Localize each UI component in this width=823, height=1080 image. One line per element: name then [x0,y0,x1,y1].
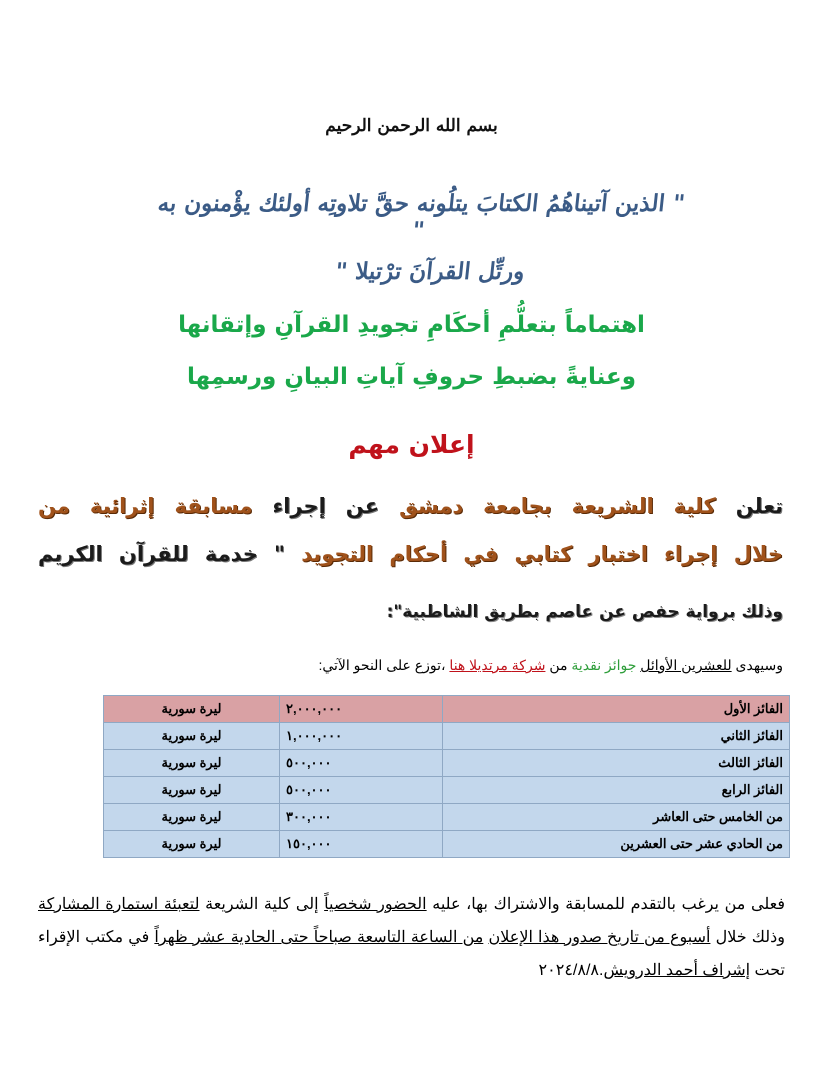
prize-amount: ٥٠٠,٠٠٠ [280,750,443,777]
table-row [104,804,790,831]
closing-text: إشراف أحمد الدرويش [603,962,751,979]
prize-amount: ١٥٠,٠٠٠ [280,831,443,858]
tagline-line-1: اهتماماً بتعلُّمِ أحكَامِ تجويدِ القرآنِ وإتقانها [178,312,645,338]
heading-line-1 [38,494,783,518]
closing-paragraph [38,888,785,987]
closing-text: في مكتب الإقراء تحت [38,929,785,979]
prize-rank: الفائز الأول [443,696,790,723]
prize-amount: ٢,٠٠٠,٠٠٠ [280,696,443,723]
narration-line: وذلك برواية حفص عن عاصم بطريق الشاطبية": [386,602,783,622]
prizes-intro [38,657,783,674]
intro-text: ،توزع على النحو الآتي: [318,657,450,673]
prize-currency: ليرة سورية [104,750,280,777]
prize-currency: ليرة سورية [104,777,280,804]
sponsor-name: مرتديلا هنا [449,657,512,673]
prize-amount: ٥٠٠,٠٠٠ [280,777,443,804]
intro-text: شركة [511,657,546,673]
tagline-line-2: وعنايةً بضبطِ حروفِ آياتِ البيانِ ورسمِها [186,364,637,390]
table-row [104,723,790,750]
prize-currency: ليرة سورية [104,723,280,750]
closing-text: إلى كلية الشريعة [199,896,325,913]
basmala: بسم الله الرحمن الرحيم [325,116,498,136]
intro-text: من [545,657,572,673]
closing-text: فعلى من يرغب بالتقدم للمسابقة والاشتراك بها، عليه [426,896,786,913]
prize-amount: ٣٠٠,٠٠٠ [280,804,443,831]
closing-text: من الساعة التاسعة صباحاً حتى الحادية عشر ظهراً [154,929,484,946]
prize-currency: ليرة سورية [104,804,280,831]
contest-name: مسابقة إثرائية من [38,494,253,518]
announcement-title: إعلان مهم [348,430,475,459]
table-row [104,750,790,777]
closing-text: لتعبئة استمارة المشاركة [38,896,200,913]
intro-text: وسيهدى [731,657,783,673]
prize-currency: ليرة سورية [104,831,280,858]
table-row [104,777,790,804]
heading-word: عن إجراء [272,494,380,518]
quran-verse-line-1: " الذين آتيناهُمُ الكتابَ يتلُونه حقَّ تلاوتِه أولئك يؤْمنون به " [156,190,687,244]
closing-date: .٢٠٢٤/٨/٨ [538,962,604,979]
quran-verse-line-2: ورتِّل القرآنَ ترْتيلا " [333,258,527,285]
table-row [104,831,790,858]
prize-rank: الفائز الثاني [443,723,790,750]
prizes-table [103,695,790,858]
intro-text: للعشرين الأوائل [640,657,732,673]
prize-amount: ١,٠٠٠,٠٠٠ [280,723,443,750]
faculty-name: كلية الشريعة بجامعة دمشق [399,494,716,518]
closing-text: الحضور شخصياً [324,896,427,913]
prize-rank: الفائز الرابع [443,777,790,804]
exam-description: خلال إجراء اختبار كتابي في أحكام التجويد [301,542,783,566]
prize-rank: من الخامس حتى العاشر [443,804,790,831]
heading-line-2 [38,542,783,566]
closing-text: أسبوع من تاريخ صدور هذا الإعلان [488,929,711,946]
heading-word: تعلن [735,494,783,518]
prize-rank: الفائز الثالث [443,750,790,777]
intro-text: جوائز نقدية [571,657,641,673]
closing-text: وذلك خلال [710,929,786,946]
table-row [104,696,790,723]
service-phrase: " خدمة للقرآن الكريم [38,542,285,566]
prize-rank: من الحادي عشر حتى العشرين [443,831,790,858]
prize-currency: ليرة سورية [104,696,280,723]
